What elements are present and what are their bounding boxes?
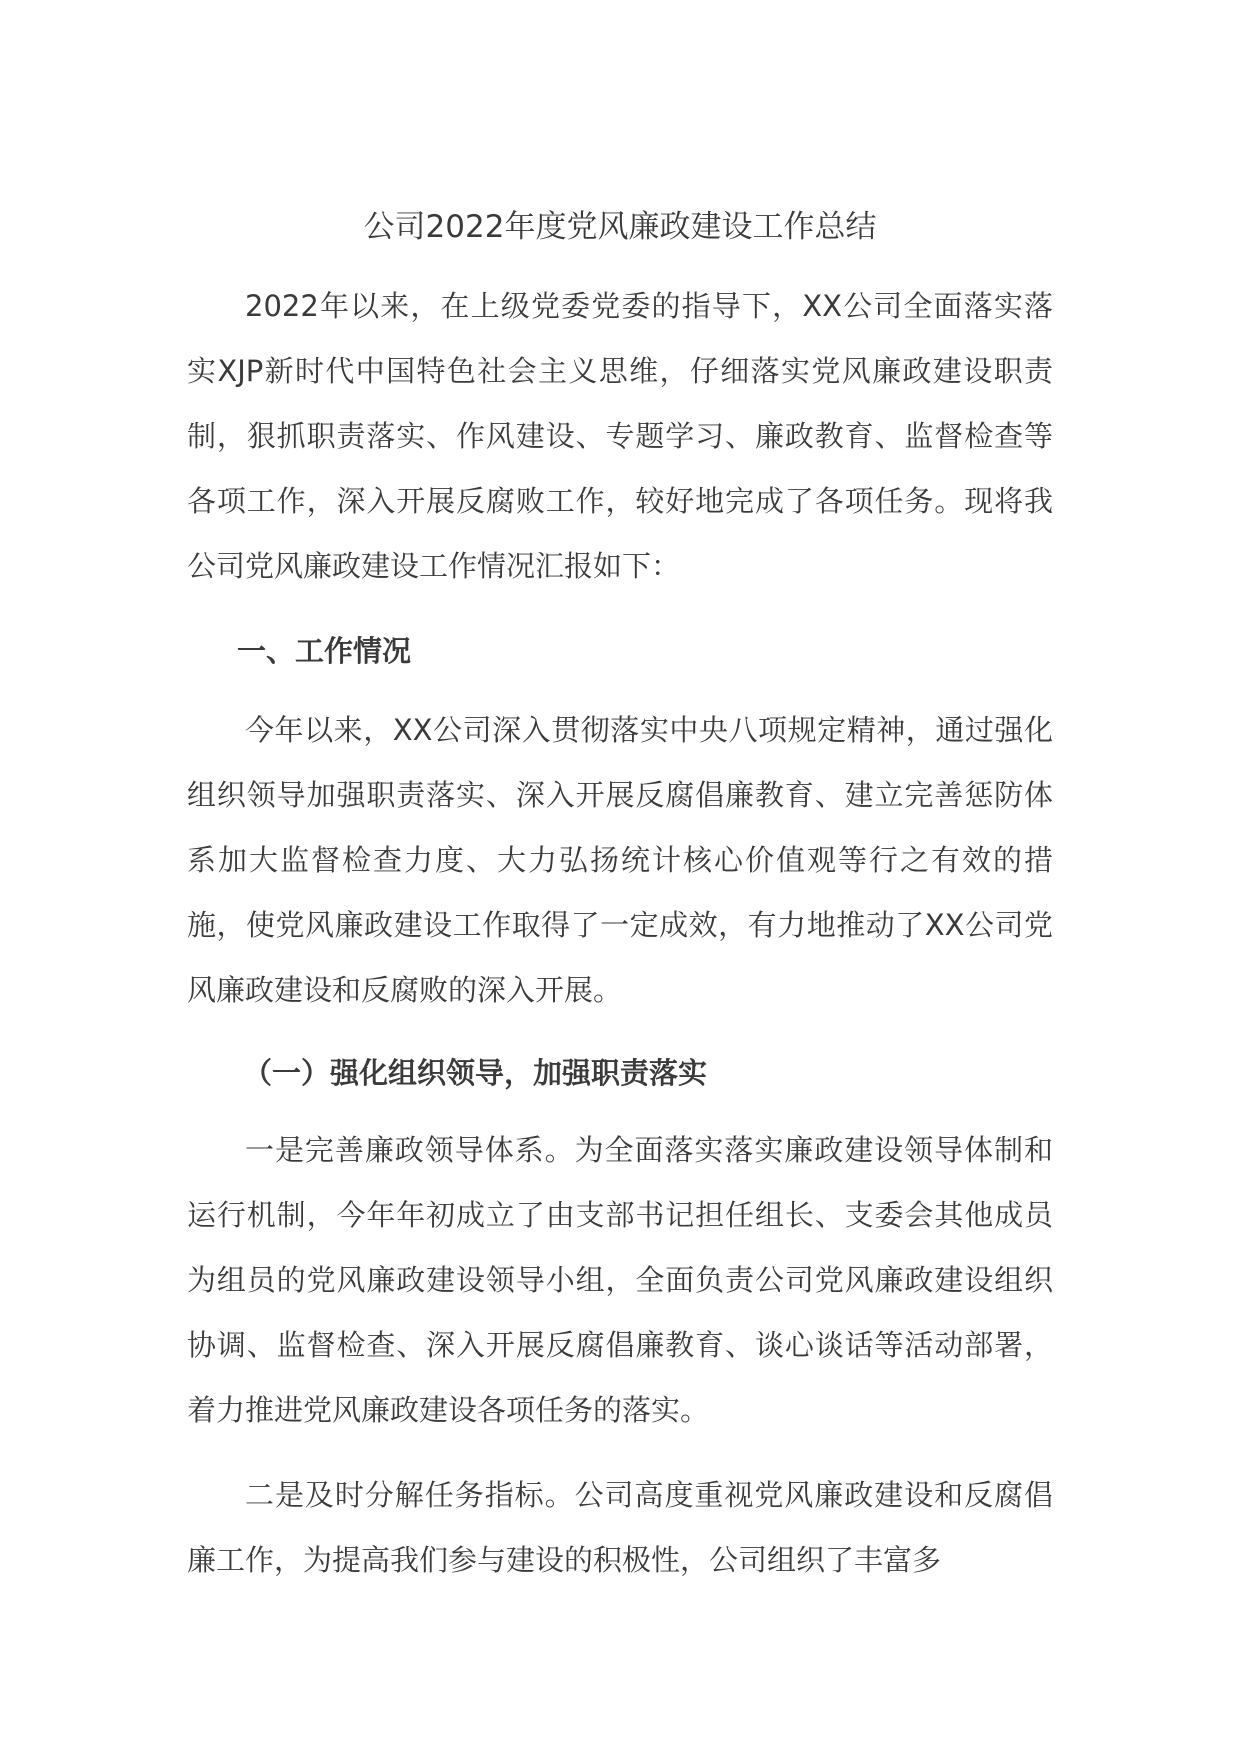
section-heading-work-status: 一、工作情况 <box>237 634 412 668</box>
section-paragraph-work-status: 今年以来，XX公司深入贯彻落实中央八项规定精神，通过强化组织领导加强职责落实、深入开展反腐倡廉教育、建立完善惩防体系加大监督检查力度、大力弘扬统计核心价值观等行之有效的措施，使党风廉政建设工作取得了一定成效，有力地推动了XX公司党风廉政建设和反腐败的深入开展。 <box>187 713 1053 1007</box>
item-paragraph-task-breakdown: 二是及时分解任务指标。公司高度重视党风廉政建设和反腐倡廉工作，为提高我们参与建设的积极性，公司组织了丰富多 <box>187 1478 1053 1577</box>
intro-paragraph: 2022年以来，在上级党委党委的指导下，XX公司全面落实落实XJP新时代中国特色社会主义思维，仔细落实党风廉政建设职责制，狠抓职责落实、作风建设、专题学习、廉政教育、监督检查等各项工作，深入开展反腐败工作，较好地完成了各项任务。现将我公司党风廉政建设工作情况汇报如下： <box>187 289 1053 583</box>
document-title: 公司2022年度党风廉政建设工作总结 <box>363 209 877 245</box>
subsection-heading-organization: （一）强化组织领导，加强职责落实 <box>243 1056 708 1090</box>
item-paragraph-leadership-system: 一是完善廉政领导体系。为全面落实落实廉政建设领导体制和运行机制，今年年初成立了由支部书记担任组长、支委会其他成员为组员的党风廉政建设领导小组，全面负责公司党风廉政建设组织协调、监督检查、深入开展反腐倡廉教育、谈心谈话等活动部署，着力推进党风廉政建设各项任务的落实。 <box>187 1133 1053 1427</box>
